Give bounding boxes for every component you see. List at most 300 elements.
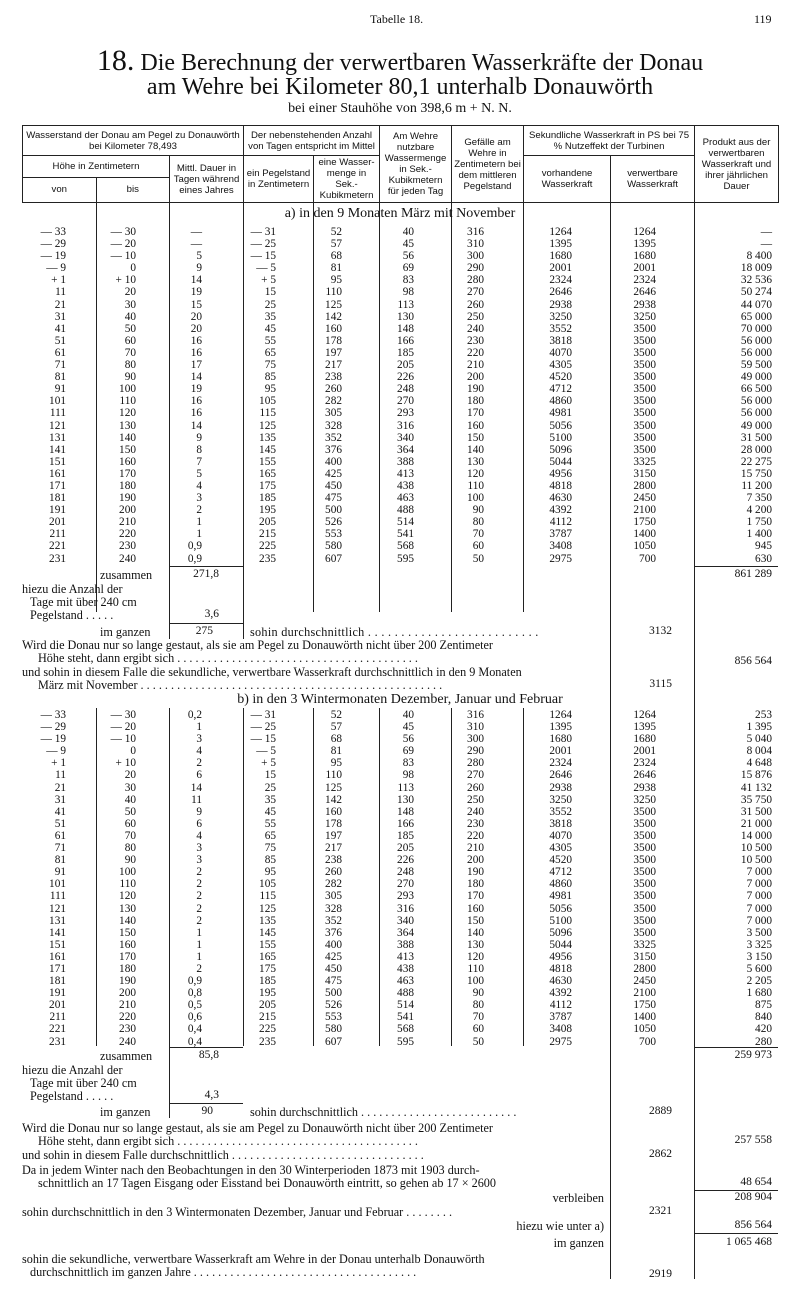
cell-usable-flow: 248 [397,383,414,396]
cell-level-from: 191 [49,987,66,1000]
cell-head: 130 [467,455,484,468]
cell-days: 3 [196,854,202,867]
cell-usable-flow: 98 [402,769,414,782]
cell-product: 7 000 [746,902,772,915]
cell-available-power: 2324 [549,757,572,770]
b-final-value: 2919 [649,1268,672,1280]
b-zusammen-label: zusammen [100,1049,153,1063]
cell-product: 66 500 [740,383,772,396]
cell-usable-flow: 69 [402,745,414,758]
cell-level-to: 170 [119,950,136,963]
cell-head: 310 [467,238,484,251]
cell-usable-power: 3500 [633,346,656,359]
cell-product: 49 000 [740,371,772,384]
cell-usable-flow: 463 [397,492,414,505]
cell-flow: 238 [325,371,342,384]
cell-usable-flow: 130 [397,793,414,806]
cell-gauge: 25 [264,298,276,311]
cell-usable-power: 1750 [633,516,656,529]
cell-product: 14 000 [740,829,772,842]
cell-days: 2 [196,914,202,927]
cell-level-to: 170 [119,467,136,480]
cell-level-to: — 10 [110,733,136,746]
cell-available-power: 1264 [549,226,572,238]
cell-level-to: — 20 [110,721,136,734]
cell-product: 253 [755,709,772,721]
cell-level-to: 110 [119,878,136,891]
cell-level-to: 20 [124,286,136,299]
cell-product: 70 000 [740,322,772,335]
cell-level-from: 161 [49,467,66,480]
cell-level-to: 20 [124,769,136,782]
cell-usable-power: 2100 [633,504,656,517]
a-hiezu-days: 3,6 [204,608,219,620]
cell-usable-flow: 205 [397,842,414,855]
cell-usable-flow: 568 [397,540,414,553]
b-note1-value: 257 558 [734,1134,772,1146]
cell-level-to: 100 [119,866,136,879]
cell-usable-flow: 514 [397,999,414,1012]
table-row [22,444,778,456]
cell-flow: 526 [325,999,342,1012]
cell-days: — [190,238,202,251]
cell-level-from: 51 [54,334,66,347]
a-durchschnitt-value: 3132 [649,625,672,637]
cell-usable-flow: 316 [397,902,414,915]
b-verbleiben-value: 208 904 [734,1191,772,1203]
cell-product: 56 000 [740,395,772,408]
cell-days: 0,6 [187,1011,202,1024]
cell-usable-flow: 248 [397,866,414,879]
sum-rule [694,1047,778,1048]
cell-available-power: 4630 [549,492,572,505]
cell-usable-power: 3500 [633,829,656,842]
cell-flow: 607 [325,1035,342,1048]
cell-days: 9 [196,431,202,444]
cell-available-power: 4956 [549,467,572,480]
cell-gauge: — 25 [250,238,276,251]
cell-days: 14 [190,371,202,384]
cell-days: 14 [190,419,202,432]
cell-flow: 178 [325,334,342,347]
cell-gauge: + 5 [261,274,276,287]
cell-flow: 217 [325,359,342,372]
cell-head: 140 [467,926,484,939]
cell-level-to: 0 [130,745,136,758]
cell-days: 11 [191,793,202,806]
cell-usable-power: 3325 [633,938,656,951]
cell-gauge: 75 [264,359,276,372]
cell-product: 4 200 [746,504,772,517]
b-hiezu-days: 4,3 [204,1089,219,1101]
cell-gauge: 125 [259,419,276,432]
a-ganzen-days: 275 [195,625,213,637]
cell-days: 8 [196,443,202,456]
cell-gauge: 235 [259,552,276,565]
header-flow: eine Wasser-menge in Sek.-Kubikmetern [314,156,380,203]
cell-level-to: 140 [119,914,136,927]
cell-gauge: 215 [259,1011,276,1024]
cell-head: 160 [467,419,484,432]
cell-usable-flow: 488 [397,504,414,517]
cell-gauge: — 31 [250,226,276,238]
b-hiezu-2: Tage mit über 240 cm [30,1076,137,1090]
cell-level-to: 160 [119,938,136,951]
a-hiezu-1: hiezu die Anzahl der [22,582,123,596]
cell-flow: 500 [325,504,342,517]
cell-usable-power: 3500 [633,383,656,396]
cell-product: 41 132 [740,781,772,794]
cell-days: 5 [196,250,202,263]
cell-flow: 553 [325,1011,342,1024]
table-row [22,806,778,818]
b-ganzen-days: 90 [201,1105,213,1117]
cell-days: 14 [190,274,202,287]
cell-gauge: 85 [264,371,276,384]
table-row [22,395,778,407]
cell-level-to: — 20 [110,238,136,251]
title-line-2: am Wehre bei Kilometer 80,1 unterhalb Donauwörth [146,74,654,100]
b-note2-value: 2862 [649,1148,672,1160]
cell-level-to: 210 [119,516,136,529]
cell-usable-flow: 185 [397,346,414,359]
cell-gauge: 155 [259,938,276,951]
cell-head: 60 [472,1023,484,1036]
cell-head: 280 [467,274,484,287]
cell-usable-power: 2001 [633,262,656,275]
table-row [22,818,778,830]
cell-gauge: 175 [259,479,276,492]
cell-level-from: 201 [49,999,66,1012]
cell-gauge: — 5 [256,262,276,275]
cell-level-from: 151 [49,455,66,468]
cell-head: 300 [467,733,484,746]
cell-days: 0,4 [187,1035,202,1048]
header-group-water-level: Wasserstand der Donau am Pegel zu Donauwörth bei Kilometer 78,493 [23,126,244,156]
cell-product: 420 [755,1023,772,1036]
a-ganzen-label: im ganzen [100,625,151,639]
cell-head: 250 [467,793,484,806]
cell-available-power: 3408 [549,540,572,553]
a-hiezu-2: Tage mit über 240 cm [30,595,137,609]
cell-usable-power: 1400 [633,1011,656,1024]
cell-available-power: 2975 [549,552,572,565]
cell-head: 90 [472,504,484,517]
cell-flow: 500 [325,987,342,1000]
cell-head: 180 [467,395,484,408]
cell-gauge: 85 [264,854,276,867]
header-head: Gefälle am Wehre in Zentimetern bei dem mittleren Pegelstand [452,126,524,203]
cell-usable-power: 3500 [633,817,656,830]
cell-days: 1 [196,938,202,951]
cell-gauge: 155 [259,455,276,468]
cell-usable-flow: 166 [397,817,414,830]
cell-flow: 110 [325,769,342,782]
table-row [22,335,778,347]
a-zusammen-product: 861 289 [734,568,772,580]
sum-rule [169,566,243,567]
header-group-power: Sekundliche Wasserkraft in PS bei 75 % Nutzeffekt der Turbinen [524,126,695,156]
cell-head: 100 [467,492,484,505]
cell-usable-flow: 113 [397,298,414,311]
cell-level-from: 41 [54,322,66,335]
cell-days: 1 [196,528,202,541]
cell-usable-flow: 364 [397,926,414,939]
title-text: Die Berechnung der verwertbaren Wasserkräfte der Donau [140,50,704,76]
cell-available-power: 4956 [549,950,572,963]
cell-product: 10 500 [740,842,772,855]
cell-head: 250 [467,310,484,323]
cell-usable-flow: 340 [397,431,414,444]
table-row [22,939,778,951]
cell-usable-flow: 148 [397,322,414,335]
cell-product: 35 750 [740,793,772,806]
cell-gauge: 25 [264,781,276,794]
cell-level-from: 91 [54,383,66,396]
cell-usable-flow: 185 [397,829,414,842]
cell-level-from: 171 [49,479,66,492]
cell-level-from: 111 [49,407,66,420]
cell-head: 280 [467,757,484,770]
cell-product: 56 000 [740,334,772,347]
cell-gauge: 235 [259,1035,276,1048]
cell-available-power: 4712 [549,383,572,396]
cell-level-to: 230 [119,540,136,553]
cell-product: 840 [755,1011,772,1024]
cell-level-from: 101 [49,395,66,408]
cell-level-from: 31 [54,793,66,806]
cell-usable-power: 3500 [633,371,656,384]
cell-level-to: + 10 [115,274,136,287]
cell-product: 11 200 [741,479,772,492]
cell-level-to: 190 [119,492,136,505]
cell-level-from: 161 [49,950,66,963]
cell-flow: 160 [325,805,342,818]
cell-usable-flow: 293 [397,890,414,903]
cell-days: 15 [190,298,202,311]
cell-head: 260 [467,298,484,311]
cell-available-power: 1680 [549,733,572,746]
cell-flow: 305 [325,407,342,420]
cell-available-power: 1264 [549,709,572,721]
cell-level-from: 91 [54,866,66,879]
cell-available-power: 3552 [549,805,572,818]
cell-flow: 68 [330,250,342,263]
cell-usable-power: 3500 [633,334,656,347]
cell-usable-power: 3250 [633,793,656,806]
cell-flow: 197 [325,346,342,359]
cell-available-power: 3787 [549,528,572,541]
cell-head: 80 [472,516,484,529]
cell-usable-flow: 69 [402,262,414,275]
cell-level-from: 181 [49,975,66,988]
cell-usable-flow: 541 [397,1011,414,1024]
a-note2-1: und sohin in diesem Falle die sekundliche, verwertbare Wasserkraft durchschnittlich in den 9 Monaten [22,665,522,679]
cell-gauge: 115 [259,890,276,903]
cell-usable-flow: 113 [397,781,414,794]
cell-available-power: 2938 [549,781,572,794]
cell-usable-power: 1395 [633,721,656,734]
cell-head: 160 [467,902,484,915]
cell-level-to: 50 [124,322,136,335]
cell-usable-flow: 488 [397,987,414,1000]
b-sohin3-label: sohin durchschnittlich in den 3 Wintermonaten Dezember, Januar und Februar . . . . . . . . [22,1205,452,1219]
cell-head: 190 [467,866,484,879]
header-usable: verwertbare Wasserkraft [611,156,695,203]
cell-usable-power: 2938 [633,298,656,311]
cell-days: 0,9 [187,975,202,988]
cell-gauge: 185 [259,492,276,505]
cell-level-from: — 33 [40,226,66,238]
b-note1-1: Wird die Donau nur so lange gestaut, als sie am Pegel zu Donauwörth nicht über 200 Zentimeter [22,1121,493,1135]
cell-usable-flow: 413 [397,467,414,480]
cell-level-from: 51 [54,817,66,830]
cell-head: 240 [467,322,484,335]
cell-available-power: 2324 [549,274,572,287]
cell-product: 280 [755,1035,772,1048]
cell-level-to: 120 [119,407,136,420]
cell-head: 270 [467,769,484,782]
cell-level-from: — 19 [40,250,66,263]
cell-level-to: 130 [119,902,136,915]
cell-available-power: 3250 [549,793,572,806]
a-note1-2: Höhe steht, dann ergibt sich . . . . . . . . . . . . . . . . . . . . . . . . . . . . . . . . . . . . . . . . [38,651,418,665]
a-zusammen-label: zusammen [100,568,153,582]
table-number: 18. [96,44,135,77]
cell-available-power: 4712 [549,866,572,879]
cell-usable-power: 3500 [633,407,656,420]
cell-level-to: 70 [124,829,136,842]
cell-usable-flow: 205 [397,359,414,372]
cell-days: 4 [196,479,202,492]
cell-product: 945 [755,540,772,553]
cell-product: 44 070 [740,298,772,311]
cell-level-from: 131 [49,431,66,444]
cell-available-power: 4070 [549,829,572,842]
table-row [22,286,778,298]
cell-usable-power: 2800 [633,962,656,975]
cell-available-power: 3250 [549,310,572,323]
cell-flow: 160 [325,322,342,335]
title-line-3: bei einer Stauhöhe von 398,6 m + N. N. [288,101,512,116]
cell-usable-flow: 595 [397,1035,414,1048]
cell-product: 3 150 [746,950,772,963]
cell-gauge: 135 [259,914,276,927]
cell-available-power: 1680 [549,250,572,263]
cell-usable-power: 3500 [633,443,656,456]
cell-level-to: 180 [119,962,136,975]
cell-usable-power: 3500 [633,805,656,818]
cell-usable-flow: 148 [397,805,414,818]
cell-level-to: 70 [124,346,136,359]
cell-level-from: — 9 [46,262,66,275]
cell-gauge: — 15 [250,250,276,263]
cell-available-power: 2646 [549,769,572,782]
cell-usable-power: 3500 [633,322,656,335]
cell-days: 17 [190,359,202,372]
cell-gauge: 225 [259,540,276,553]
cell-usable-power: 2324 [633,274,656,287]
cell-days: 1 [196,721,202,734]
cell-usable-power: 3500 [633,359,656,372]
table-row [22,721,778,733]
cell-days: 0,5 [187,999,202,1012]
cell-gauge: 195 [259,987,276,1000]
cell-level-from: 231 [49,552,66,565]
cell-available-power: 4112 [549,999,572,1012]
cell-flow: 475 [325,492,342,505]
cell-usable-flow: 316 [397,419,414,432]
cell-product: 31 500 [740,431,772,444]
cell-available-power: 3552 [549,322,572,335]
cell-flow: 450 [325,479,342,492]
cell-gauge: 195 [259,504,276,517]
cell-product: 28 000 [740,443,772,456]
cell-level-to: 240 [119,1035,136,1048]
cell-usable-power: 3500 [633,854,656,867]
cell-product: 7 000 [746,866,772,879]
b-verbleiben-label: verbleiben [552,1191,604,1205]
cell-level-to: 210 [119,999,136,1012]
table-row [22,854,778,866]
cell-product: 7 000 [746,890,772,903]
cell-head: 210 [467,842,484,855]
cell-flow: 95 [330,757,342,770]
sum-rule [169,623,243,624]
cell-usable-flow: 226 [397,854,414,867]
cell-flow: 57 [330,721,342,734]
cell-available-power: 4630 [549,975,572,988]
b-durchschnitt-value: 2889 [649,1105,672,1117]
cell-days: 2 [196,504,202,517]
cell-head: 220 [467,346,484,359]
cell-flow: 580 [325,540,342,553]
cell-level-to: 100 [119,383,136,396]
table-row [22,757,778,769]
cell-flow: 282 [325,395,342,408]
table-row [22,432,778,444]
cell-product: 875 [755,999,772,1012]
cell-days: 6 [196,817,202,830]
cell-usable-flow: 45 [402,721,414,734]
cell-available-power: 4981 [549,890,572,903]
cell-usable-power: 1264 [633,226,656,238]
cell-usable-flow: 45 [402,238,414,251]
cell-flow: 553 [325,528,342,541]
cell-gauge: 15 [264,286,276,299]
cell-head: 90 [472,987,484,1000]
cell-level-from: 41 [54,805,66,818]
cell-available-power: 5100 [549,431,572,444]
cell-product: 21 000 [740,817,772,830]
cell-level-to: 220 [119,1011,136,1024]
cell-usable-flow: 56 [402,250,414,263]
cell-product: 8 004 [746,745,772,758]
cell-usable-flow: 514 [397,516,414,529]
cell-level-from: 231 [49,1035,66,1048]
table-row [22,903,778,915]
cell-level-from: 61 [54,346,66,359]
cell-gauge: 75 [264,842,276,855]
cell-gauge: 45 [264,322,276,335]
cell-gauge: 165 [259,467,276,480]
cell-product: 59 500 [740,359,772,372]
cell-days: — [190,226,202,238]
cell-level-from: — 19 [40,733,66,746]
a-note1-value: 856 564 [734,655,772,667]
b-hiezu-1: hiezu die Anzahl der [22,1063,123,1077]
cell-head: 150 [467,914,484,927]
